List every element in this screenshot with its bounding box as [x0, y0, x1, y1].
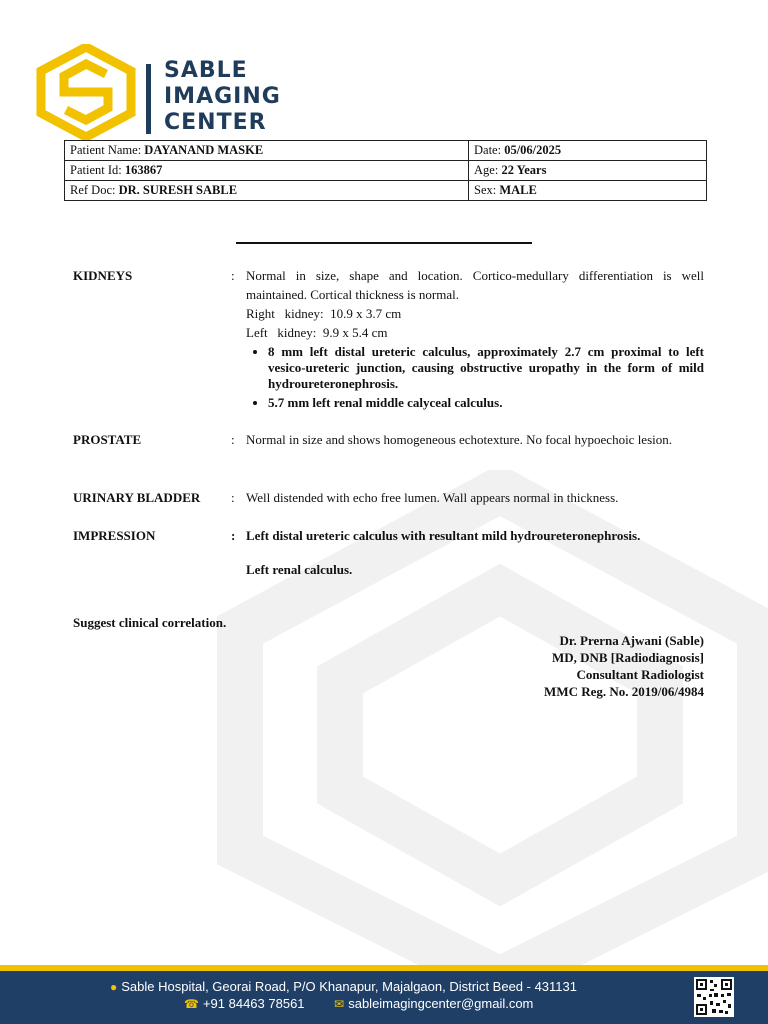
- brand-line-3: CENTER: [164, 110, 267, 135]
- email-text[interactable]: sableimagingcenter@gmail.com: [348, 996, 534, 1011]
- address-text: Sable Hospital, Georai Road, P/O Khanapur, Majalgaon, District Beed - 431131: [121, 979, 577, 994]
- patient-name-label: Patient Name:: [70, 143, 145, 157]
- footer-address: [110, 979, 577, 994]
- bladder-label: URINARY BLADDER: [73, 490, 201, 505]
- brand-line-2: IMAGING: [164, 84, 281, 109]
- patient-name-value: DAYANAND MASKE: [144, 143, 264, 157]
- patient-id-cell: [65, 161, 469, 181]
- logo-divider: [146, 64, 151, 134]
- patient-id-label: Patient Id:: [70, 163, 125, 177]
- patient-name-cell: [65, 141, 469, 161]
- prostate-label: PROSTATE: [73, 432, 142, 447]
- phone-icon: ☎: [184, 997, 199, 1011]
- left-kidney-size: Left kidney: 9.9 x 5.4 cm: [246, 325, 388, 340]
- date-label: Date:: [474, 143, 505, 157]
- signature-block: [544, 632, 704, 700]
- qr-code-icon: [694, 977, 734, 1017]
- sable-logo-icon: [36, 44, 136, 140]
- footer-contact: [184, 996, 533, 1011]
- ref-doc-cell: [65, 181, 469, 201]
- brand-name: [164, 58, 281, 136]
- prostate-colon: :: [231, 432, 235, 447]
- impression-text: [246, 526, 704, 579]
- impression-label: IMPRESSION: [73, 528, 156, 543]
- bladder-text: Well distended with echo free lumen. Wall appears normal in thickness.: [246, 490, 619, 505]
- age-value: 22 Years: [501, 163, 547, 177]
- location-pin-icon: ●: [110, 980, 118, 994]
- date-value: 05/06/2025: [504, 143, 562, 157]
- impression-line-2: Left renal calculus.: [246, 562, 353, 577]
- kidneys-colon: :: [231, 268, 235, 283]
- sex-label: Sex:: [474, 183, 500, 197]
- age-label: Age:: [474, 163, 502, 177]
- kidneys-bullets: [246, 344, 704, 411]
- patient-id-value: 163867: [124, 163, 163, 177]
- age-cell: [469, 161, 707, 181]
- ref-doc-value: DR. SURESH SABLE: [118, 183, 238, 197]
- right-kidney-size: Right kidney: 10.9 x 3.7 cm: [246, 306, 402, 321]
- list-item: • 8 mm left distal ureteric calculus, approximately 2.7 cm proximal to left vesico-ureteric junction, causing obstructive uropathy in the form of mild hydroureteronephrosis.: [268, 344, 704, 392]
- prostate-text: Normal in size and shows homogeneous echotexture. No focal hypoechoic lesion.: [246, 432, 672, 447]
- kidneys-findings: [246, 266, 704, 414]
- email-icon: ✉: [334, 997, 345, 1011]
- sex-cell: [469, 181, 707, 201]
- doctor-title: Consultant Radiologist: [576, 667, 704, 682]
- kidneys-text: Normal in size, shape and location. Cortico-medullary differentiation is well maintained. Cortical thickness is normal.: [246, 268, 704, 302]
- phone-text[interactable]: +91 84463 78561: [202, 996, 305, 1011]
- title-rule: [236, 242, 532, 244]
- list-item: • 5.7 mm left renal middle calyceal calculus.: [268, 395, 704, 411]
- footer: [0, 971, 768, 1024]
- date-cell: [469, 141, 707, 161]
- patient-info-table: [64, 140, 707, 201]
- suggest-note: Suggest clinical correlation.: [73, 615, 227, 630]
- impression-line-1: Left distal ureteric calculus with resultant mild hydroureteronephrosis.: [246, 528, 641, 543]
- kidneys-label: KIDNEYS: [73, 268, 133, 283]
- ref-doc-label: Ref Doc:: [70, 183, 119, 197]
- doctor-degree: MD, DNB [Radiodiagnosis]: [551, 650, 704, 665]
- bladder-colon: :: [231, 490, 235, 505]
- brand-line-1: SABLE: [164, 58, 248, 83]
- doctor-name: Dr. Prerna Ajwani (Sable): [559, 633, 704, 648]
- impression-colon: :: [231, 528, 236, 543]
- doctor-reg: MMC Reg. No. 2019/06/4984: [544, 684, 704, 699]
- sex-value: MALE: [499, 183, 537, 197]
